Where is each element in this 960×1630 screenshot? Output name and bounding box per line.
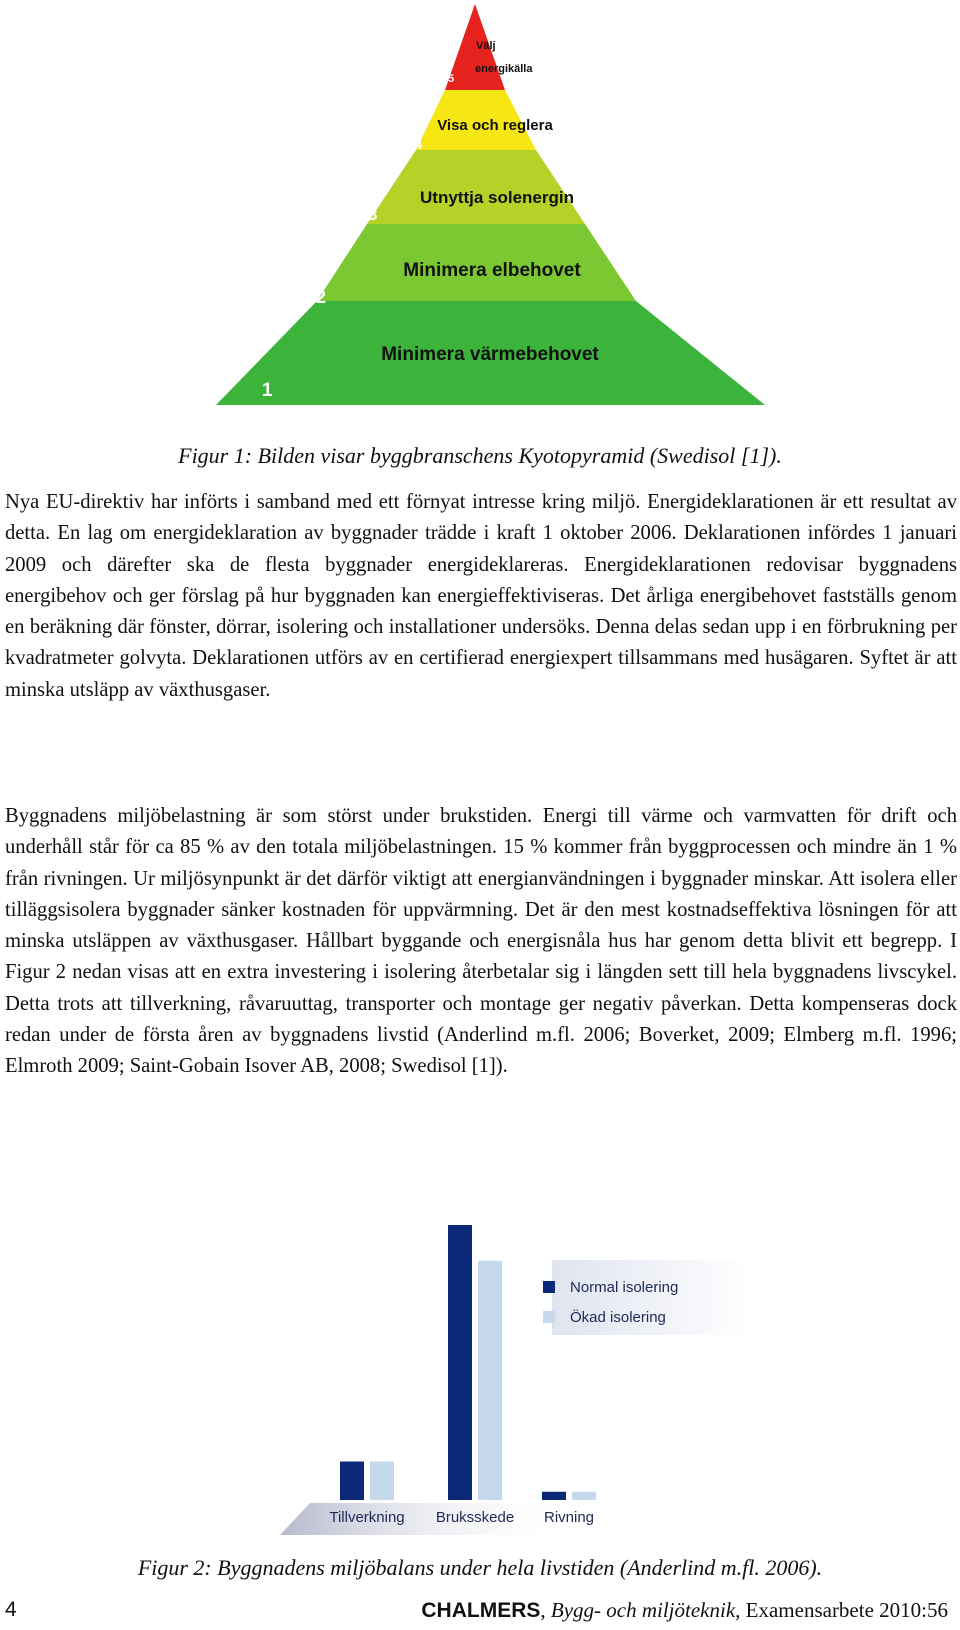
footer-org: CHALMERS (421, 1599, 541, 1622)
pyramid-level-1-label: Minimera värmebehovet (381, 344, 599, 365)
bar-bruksskede-okad (478, 1261, 502, 1500)
pyramid-level-3-label: Utnyttja solenergin (420, 188, 574, 207)
bar-rivning-okad (572, 1492, 596, 1500)
pyramid-level-5-number: 5 (448, 73, 455, 85)
kyoto-pyramid-figure (0, 0, 960, 410)
footer-report: , Examensarbete 2010:56 (735, 1598, 948, 1622)
paragraph-1: Nya EU-direktiv har införts i samband med ett förnyat intresse kring miljö. Energideklarationen är ett resultat av detta. En lag om energideklaration av byggnader trädde i kraft 1 oktober 2006. Deklarationen infördes 1 januari 2009 och därefter ska de flesta byggnader energideklareras. Energideklarationen redovisar byggnadens energibehov och ger förslag på hur byggnaden kan energieffektiviseras. Det årliga energibehovet fastställs genom en beräkning där fönster, dörrar, isolering och installationer undersöks. Denna delas sedan upp i en förbrukning per kvadratmeter golvyta. Deklarationen utförs av en certifierad energiexpert tillsammans med husägaren. Syftet är att minska utsläpp av växthusgaser. (5, 491, 957, 701)
pyramid-level-3 (367, 150, 585, 224)
legend-swatch-okad (543, 1311, 555, 1323)
pyramid-level-3-number: 3 (368, 205, 378, 224)
pyramid-level-4-number: 4 (414, 136, 423, 153)
pyramid-level-1-number: 1 (262, 380, 273, 401)
baseline-shadow (280, 1503, 580, 1535)
pyramid-level-2-label: Minimera elbehovet (403, 260, 581, 281)
footer-dept: Bygg- och miljöteknik (550, 1598, 736, 1622)
page-number: 4 (5, 1598, 17, 1621)
category-label-tillverkning: Tillverkning (329, 1509, 405, 1526)
figure-1-caption: Figur 1: Bilden visar byggbranschens Kyotopyramid (Swedisol [1]). (178, 443, 782, 468)
category-label-rivning: Rivning (543, 1509, 595, 1526)
page-footer: CHALMERS, Bygg- och miljöteknik, Examensarbete 2010:56 (421, 1598, 948, 1622)
category-label-bruksskede: Bruksskede (435, 1509, 515, 1526)
pyramid-level-2-number: 2 (316, 287, 327, 307)
pyramid-level-4-label: Visa och reglera (437, 117, 553, 134)
figure-2-caption: Figur 2: Byggnadens miljöbalans under hela livstiden (Anderlind m.fl. 2006). (137, 1555, 823, 1580)
pyramid-level-5-label-line1: Välj (476, 40, 496, 52)
bar-bruksskede-normal (448, 1225, 472, 1500)
bar-tillverkning-okad (370, 1462, 394, 1501)
environmental-balance-chart (280, 1210, 760, 1540)
legend-swatch-normal (543, 1281, 555, 1293)
paragraph-2: Byggnadens miljöbelastning är som störst under brukstiden. Energi till värme och varmvatten för drift och underhåll står för ca 85 % av den totala miljöbelastningen. 15 % kommer från byggprocessen och mindre än 1 % från rivningen. Ur miljösynpunkt är det därför viktigt att energianvändningen i byggnader minskar. Att isolera eller tilläggsisolera byggnader sänker kostnaden för uppvärmning. Det är den mest kostnadseffektiva lösningen för att minska utsläppen av växthusgaser. Hållbart byggande och energisnåla hus har genom detta blivit ett begrepp. I Figur 2 nedan visas att en extra investering i isolering återbetalar sig i längden sett till hela byggnadens livscykel. Detta trots att tillverkning, råvaruuttag, transporter och montage ger negativ påverkan. Detta kompenseras dock redan under de första åren av byggnadens livstid (Anderlind m.fl. 2006; Boverket, 2009; Elmberg m.fl. 1996; Elmroth 2009; Saint-Gobain Isover AB, 2008; Swedisol [1]). (5, 805, 957, 1078)
bar-tillverkning-normal (340, 1462, 364, 1501)
bar-rivning-normal (542, 1492, 566, 1500)
legend-label-okad: Ökad isolering (570, 1309, 666, 1326)
pyramid-level-5-label-line2: energikälla (475, 63, 533, 75)
legend-label-normal: Normal isolering (570, 1279, 679, 1296)
